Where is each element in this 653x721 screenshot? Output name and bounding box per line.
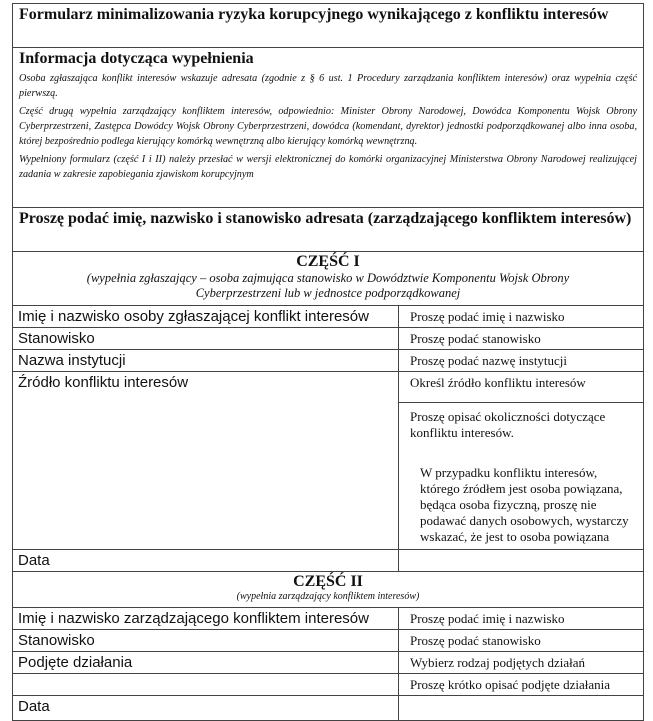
- part1-row-source: [13, 372, 643, 550]
- part1-row-date: [13, 550, 643, 572]
- institution-input[interactable]: Proszę podać nazwę instytucji: [410, 353, 568, 368]
- info-heading: Informacja dotycząca wypełnienia: [19, 50, 254, 67]
- part1-date-input[interactable]: [406, 550, 643, 556]
- part2-row-position: [13, 630, 643, 652]
- conflict-source-label: Źródło konfliktu interesów: [13, 372, 399, 549]
- info-section: [13, 48, 643, 208]
- reporter-name-label: Imię i nazwisko osoby zgłaszającej konflikt interesów: [13, 306, 399, 327]
- form-title-row: [13, 4, 643, 48]
- part2-header: [13, 572, 643, 608]
- related-person-note: W przypadku konfliktu interesów, którego źródłem jest osoba powiązana, będąca osoba fizyczną, proszę nie podawać danych osobowych, wystarczy wskazać, że jest to osoba powiązana: [420, 465, 629, 544]
- addressee-prompt: Proszę podać imię, nazwisko i stanowisko adresata (zarządzającego konfliktem interesów): [19, 210, 632, 227]
- manager-position-input[interactable]: Proszę podać stanowisko: [410, 633, 541, 648]
- circumstances-input[interactable]: Proszę opisać okoliczności dotyczące konfliktu interesów.: [410, 409, 606, 440]
- part2-date-input[interactable]: [406, 696, 643, 702]
- info-paragraph-3: Wypełniony formularz (część I i II) należy przesłać w wersji elektronicznej do komórki organizacyjnej Ministerstwa Obrony Narodowej realizującej zadania w zakresie zapobiegania zjawiskom korupcyjnym: [19, 154, 637, 180]
- manager-name-label: Imię i nazwisko zarządzającego konfliktem interesów: [13, 608, 399, 629]
- institution-label: Nazwa instytucji: [13, 350, 399, 371]
- form-document: [12, 3, 644, 721]
- part1-header: [13, 252, 643, 306]
- conflict-source-select[interactable]: Określ źródło konfliktu interesów: [410, 375, 586, 390]
- reporter-position-label: Stanowisko: [13, 328, 399, 349]
- part2-row-manager: [13, 608, 643, 630]
- part1-row-position: [13, 328, 643, 350]
- part1-row-name: [13, 306, 643, 328]
- form-title: Formularz minimalizowania ryzyka korupcyjnego wynikającego z konfliktu interesów: [19, 6, 609, 23]
- actions-label: Podjęte działania: [13, 652, 399, 695]
- part2-subheading: (wypełnia zarządzający konfliktem interesów): [236, 591, 420, 602]
- reporter-name-input[interactable]: Proszę podać imię i nazwisko: [410, 309, 565, 324]
- info-paragraph-2: Część drugą wypełnia zarządzający konfliktem interesów, odpowiednio: Minister Obrony Narodowej, Dowódca Komponentu Wojsk Obrony Cyberprzestrzeni, Zastępca Dowódcy Wojsk Obrony Cyberprzestrzeni, dowódca (komendant, dyrektor) jednostki podporządkowanej albo inna osoba, której bezpośrednio podlega kierujący komórką wewnętrzną albo kierujący komórką wewnętrzną.: [19, 106, 637, 147]
- part1-heading: CZĘŚĆ I: [296, 253, 360, 270]
- part2-date-label: Data: [13, 696, 399, 720]
- manager-position-label: Stanowisko: [13, 630, 399, 651]
- reporter-position-input[interactable]: Proszę podać stanowisko: [410, 331, 541, 346]
- part1-subheading: (wypełnia zgłaszający – osoba zajmująca stanowisko w Dowództwie Komponentu Wojsk Obrony Cyberprzestrzeni lub w jednostce podporządkowanej: [86, 271, 570, 300]
- addressee-field[interactable]: [13, 208, 643, 252]
- part2-row-actions: [13, 652, 643, 696]
- part2-row-date: [13, 696, 643, 720]
- info-paragraph-1: Osoba zgłaszająca konflikt interesów wskazuje adresata (zgodnie z § 6 ust. 1 Procedury zarządzania konfliktem interesów) oraz wypełnia część pierwszą.: [19, 73, 637, 99]
- part2-heading: CZĘŚĆ II: [293, 573, 363, 590]
- part1-row-institution: [13, 350, 643, 372]
- actions-description-input[interactable]: Proszę krótko opisać podjęte działania: [410, 677, 610, 692]
- actions-select[interactable]: Wybierz rodzaj podjętych działań: [410, 655, 585, 670]
- manager-name-input[interactable]: Proszę podać imię i nazwisko: [410, 611, 565, 626]
- part1-date-label: Data: [13, 550, 399, 571]
- source-divider: [399, 402, 643, 403]
